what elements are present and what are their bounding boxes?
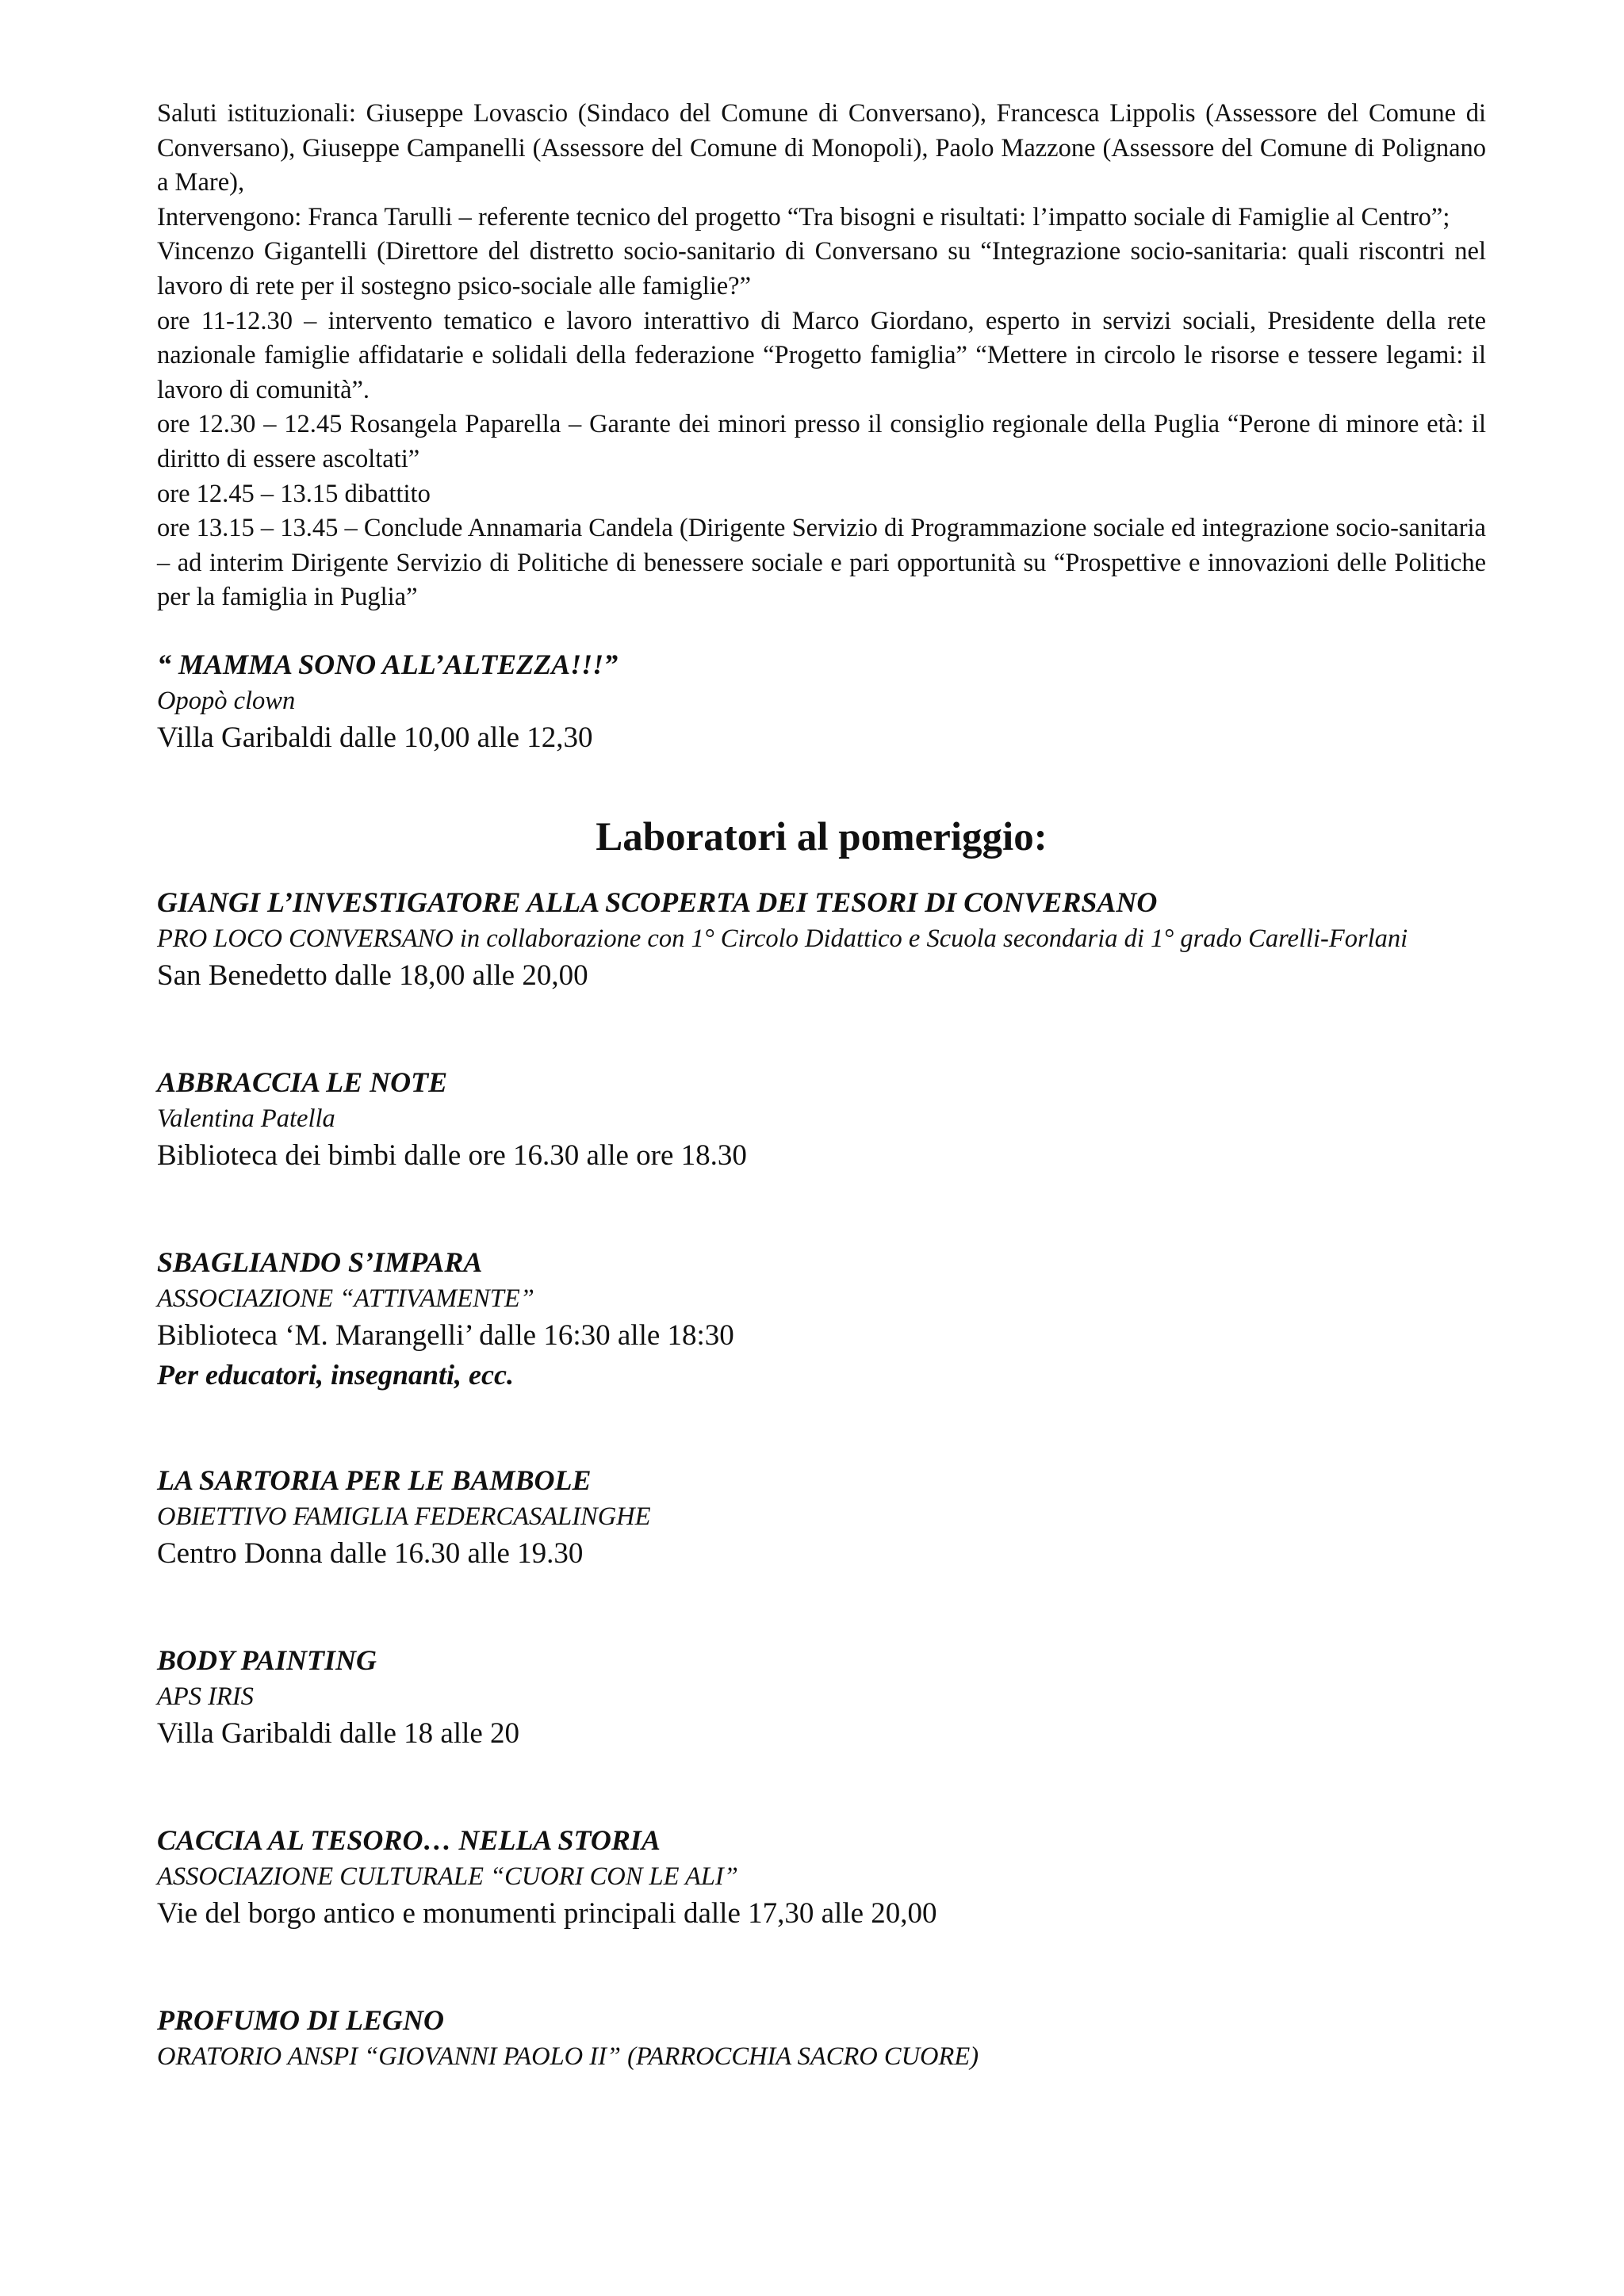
event-location-time: Biblioteca dei bimbi dalle ore 16.30 alle ore 18.30 bbox=[157, 1138, 747, 1172]
event-organizer: ASSOCIAZIONE “ATTIVAMENTE” bbox=[157, 1284, 534, 1313]
event-organizer: PRO LOCO CONVERSANO in collaborazione con 1° Circolo Didattico e Scuola secondaria di 1° grado Carelli-Forlani bbox=[157, 924, 1408, 953]
event-location-time: Centro Donna dalle 16.30 alle 19.30 bbox=[157, 1536, 584, 1570]
event-location-time: Villa Garibaldi dalle 10,00 alle 12,30 bbox=[157, 721, 593, 754]
intro-text bbox=[157, 97, 1486, 615]
intro-paragraph: Vincenzo Gigantelli (Direttore del distretto socio-sanitario di Conversano su “Integrazione socio-sanitaria: quali riscontri nel lavoro di rete per il sostegno psico-sociale alle famiglie?” bbox=[157, 237, 1486, 300]
afternoon-event bbox=[157, 883, 1486, 996]
event-organizer: Opopò clown bbox=[157, 686, 296, 715]
event-title: CACCIA AL TESORO… NELLA STORIA bbox=[157, 1823, 661, 1856]
event-organizer: ASSOCIAZIONE CULTURALE “CUORI CON LE ALI” bbox=[157, 1862, 738, 1891]
event-organizer: ORATORIO ANSPI “GIOVANNI PAOLO II” (PARROCCHIA SACRO CUORE) bbox=[157, 2042, 979, 2071]
event-title: PROFUMO DI LEGNO bbox=[157, 2003, 445, 2036]
event-title: BODY PAINTING bbox=[157, 1644, 377, 1676]
intro-paragraph: ore 12.30 – 12.45 Rosangela Paparella – Garante dei minori presso il consiglio regionale della Puglia “Perone di minore età: il diritto di essere ascoltati” bbox=[157, 410, 1486, 473]
event-location-time: Villa Garibaldi dalle 18 alle 20 bbox=[157, 1716, 520, 1750]
morning-event bbox=[157, 645, 1486, 758]
event-title: LA SARTORIA PER LE BAMBOLE bbox=[157, 1464, 592, 1496]
event-organizer: Valentina Patella bbox=[157, 1104, 335, 1133]
intro-paragraph: Saluti istituzionali: Giuseppe Lovascio (Sindaco del Comune di Conversano), Francesca Lippolis (Assessore del Comune di Conversano), Giuseppe Campanelli (Assessore del Comune di Monopoli), Paolo Mazzone (Assessore del Comune di Polignano a Mare), bbox=[157, 99, 1486, 197]
event-location-time: Biblioteca ‘M. Marangelli’ dalle 16:30 alle 18:30 bbox=[157, 1318, 734, 1352]
afternoon-event bbox=[157, 1641, 1486, 1754]
afternoon-event bbox=[157, 1461, 1486, 1574]
event-organizer: APS IRIS bbox=[157, 1682, 254, 1711]
event-title: GIANGI L’INVESTIGATORE ALLA SCOPERTA DEI TESORI DI CONVERSANO bbox=[157, 886, 1158, 918]
event-location-time: San Benedetto dalle 18,00 alle 20,00 bbox=[157, 959, 588, 992]
afternoon-event bbox=[157, 1821, 1486, 1934]
afternoon-event bbox=[157, 1243, 1486, 1394]
event-organizer: OBIETTIVO FAMIGLIA FEDERCASALINGHE bbox=[157, 1502, 651, 1531]
event-title: ABBRACCIA LE NOTE bbox=[157, 1066, 448, 1098]
event-title: SBAGLIANDO S’IMPARA bbox=[157, 1246, 483, 1278]
intro-paragraph: ore 12.45 – 13.15 dibattito bbox=[157, 479, 431, 508]
afternoon-heading: Laboratori al pomeriggio: bbox=[596, 814, 1048, 859]
event-location-time: Vie del borgo antico e monumenti principali dalle 17,30 alle 20,00 bbox=[157, 1896, 937, 1930]
intro-paragraph: Intervengono: Franca Tarulli – referente tecnico del progetto “Tra bisogni e risultati: l’impatto sociale di Famiglie al Centro”; bbox=[157, 202, 1450, 232]
intro-paragraph: ore 13.15 – 13.45 – Conclude Annamaria Candela (Dirigente Servizio di Programmazione sociale ed integrazione socio-sanitaria – ad interim Dirigente Servizio di Politiche di benessere sociale e pari opportunità su “Prospettive e innovazioni delle Politiche per la famiglia in Puglia” bbox=[157, 514, 1486, 612]
afternoon-event bbox=[157, 1063, 1486, 1176]
intro-paragraph: ore 11-12.30 – intervento tematico e lavoro interattivo di Marco Giordano, esperto in servizi sociali, Presidente della rete nazionale famiglie affidatarie e solidali della federazione “Progetto famiglia” “Mettere in circolo le risorse e tessere legami: il lavoro di comunità”. bbox=[157, 306, 1486, 404]
document-page bbox=[157, 97, 1486, 2074]
event-title: “ MAMMA SONO ALL’ALTEZZA!!!” bbox=[157, 648, 619, 680]
event-audience-note: Per educatori, insegnanti, ecc. bbox=[157, 1358, 514, 1391]
afternoon-event bbox=[157, 2001, 1486, 2074]
